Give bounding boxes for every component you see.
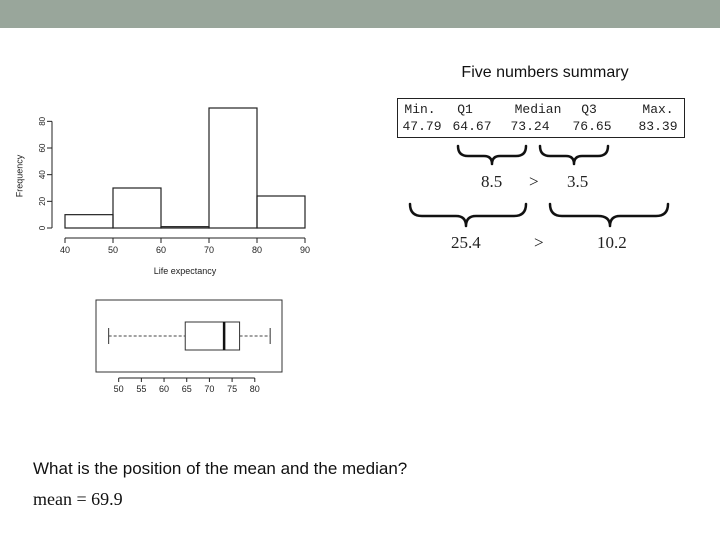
brace-median-max [550, 204, 668, 226]
summary-value-q1: 64.67 [452, 119, 492, 134]
x-tick-label: 80 [249, 384, 260, 394]
summary-label-median: Median [514, 102, 562, 117]
x-axis-label: Life expectancy [153, 266, 217, 276]
brace-q1-median [458, 146, 526, 164]
histogram-bar [209, 108, 257, 228]
summary-title: Five numbers summary [461, 64, 629, 81]
y-tick-label: 80 [38, 116, 48, 126]
mean-value: mean = 69.9 [33, 489, 123, 509]
x-tick-label: 90 [299, 245, 311, 255]
x-tick-label: 60 [155, 245, 167, 255]
summary-label-min: Min. [404, 102, 436, 117]
iqr-operator: > [529, 172, 539, 191]
y-axis-label: Frequency [14, 154, 25, 198]
x-tick-label: 75 [227, 384, 238, 394]
x-tick-label: 70 [204, 384, 215, 394]
brace-group [400, 140, 690, 260]
summary-value-max: 83.39 [638, 119, 678, 134]
iqr-right-value: 3.5 [567, 172, 589, 191]
x-tick-label: 40 [59, 245, 71, 255]
summary-label-q1: Q1 [457, 102, 473, 117]
histogram-bar [113, 188, 161, 228]
summary-value-min: 47.79 [402, 119, 442, 134]
histogram-chart [0, 95, 330, 285]
iqr-left-value: 8.5 [481, 172, 503, 191]
summary-table [397, 98, 685, 138]
summary-label-q3: Q3 [581, 102, 597, 117]
box-iqr [185, 322, 239, 350]
y-tick-label: 60 [38, 143, 48, 153]
range-right-value: 10.2 [597, 233, 627, 252]
range-left-value: 25.4 [451, 233, 481, 252]
histogram-bar [65, 215, 113, 228]
summary-value-median: 73.24 [510, 119, 550, 134]
x-tick-label: 60 [159, 384, 170, 394]
boxplot-chart [0, 290, 330, 405]
histogram-bar [161, 227, 209, 228]
summary-label-max: Max. [642, 102, 674, 117]
question-text: What is the position of the mean and the median? [33, 459, 408, 478]
summary-value-q3: 76.65 [572, 119, 612, 134]
x-tick-label: 50 [107, 245, 119, 255]
histogram-bar [257, 196, 305, 228]
x-tick-label: 55 [136, 384, 147, 394]
x-tick-label: 80 [251, 245, 263, 255]
y-tick-label: 0 [38, 225, 48, 231]
y-tick-label: 20 [38, 196, 48, 206]
x-tick-label: 50 [113, 384, 124, 394]
brace-median-q3 [540, 146, 608, 164]
range-operator: > [534, 233, 544, 252]
y-tick-label: 40 [38, 170, 48, 180]
brace-min-median [410, 204, 526, 226]
x-tick-label: 70 [203, 245, 215, 255]
x-tick-label: 65 [181, 384, 192, 394]
top-bar [0, 0, 720, 28]
